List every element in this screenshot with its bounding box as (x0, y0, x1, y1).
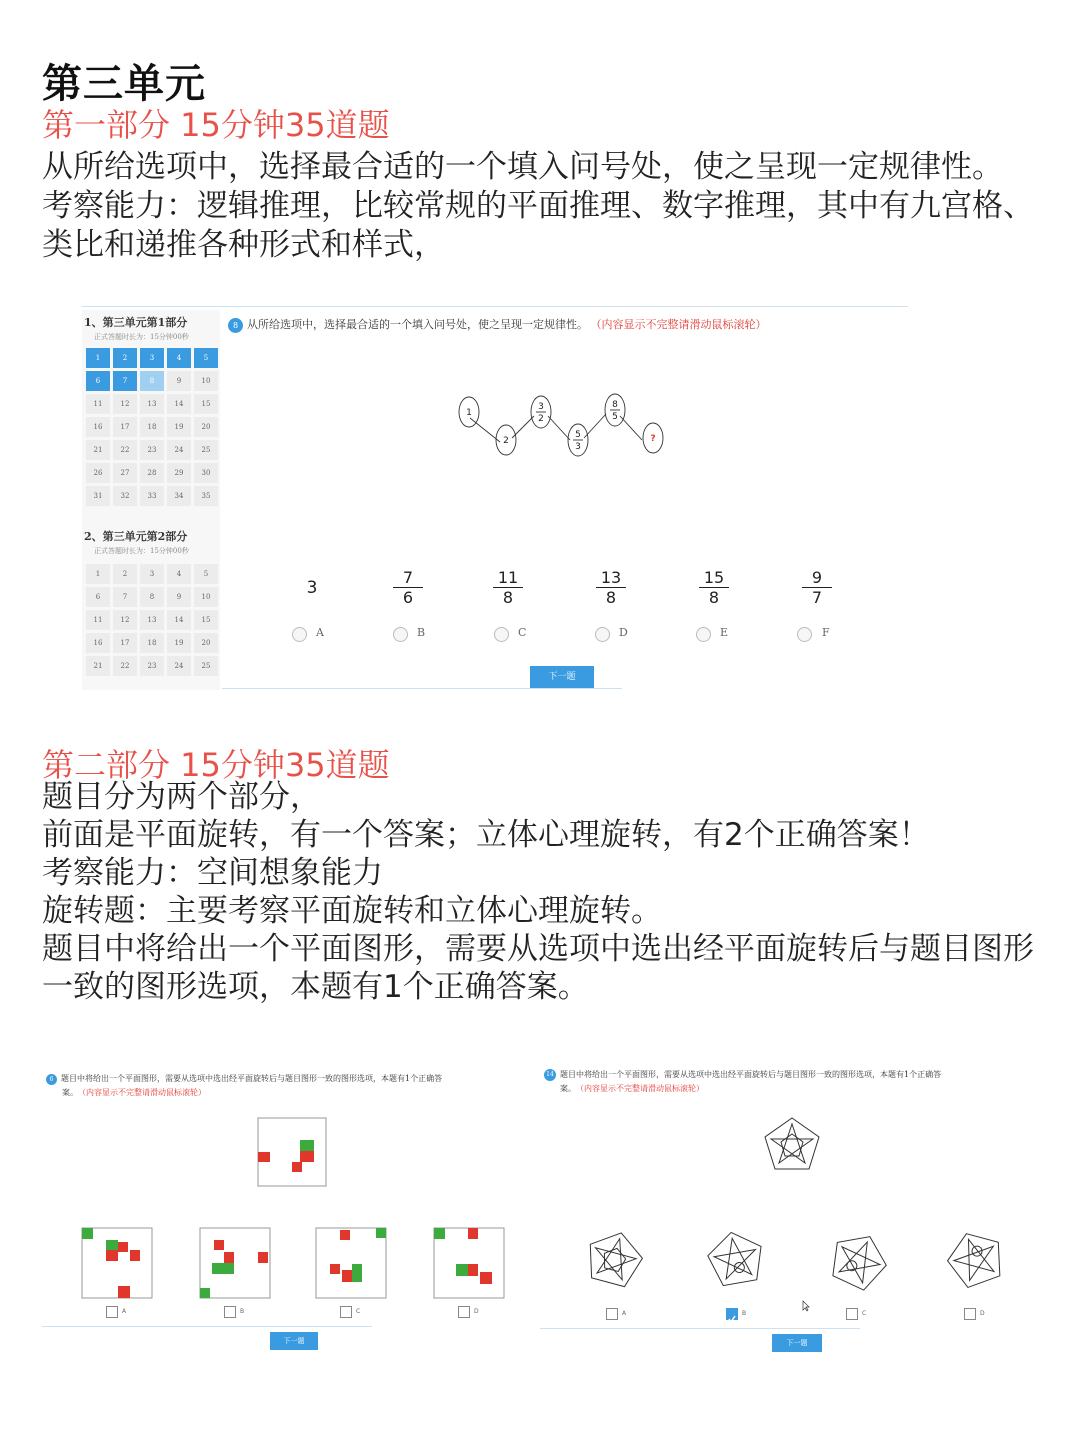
denominator: 7 (811, 588, 823, 607)
question-cell[interactable]: 22 (113, 440, 137, 460)
question-cell[interactable]: 15 (194, 394, 218, 414)
question-grid-1 (86, 348, 218, 506)
denominator: 8 (708, 588, 720, 607)
numerator: 15 (699, 568, 729, 588)
radio-option-e[interactable] (696, 627, 711, 642)
screenshot-pentagon-rotation (540, 1060, 1040, 1356)
question-cell[interactable]: 11 (86, 394, 110, 414)
scroll-note: （内容显示不完整请滑动鼠标滚轮） (580, 1084, 704, 1093)
sequence-value: 1 (466, 408, 472, 418)
question-cell[interactable]: 20 (194, 417, 218, 437)
question-cell[interactable]: 5 (194, 348, 218, 368)
option-label: B (417, 626, 426, 639)
checkbox-option-c[interactable] (340, 1306, 352, 1318)
numerator: 13 (596, 568, 626, 588)
question-cell[interactable]: 14 (167, 610, 191, 630)
zigzag-line (470, 418, 500, 442)
question-cell[interactable]: 21 (86, 440, 110, 460)
question-cell[interactable]: 12 (113, 610, 137, 630)
question-cell[interactable]: 4 (167, 348, 191, 368)
option-b-value (393, 568, 423, 607)
checkbox-option-b-checked[interactable] (726, 1308, 738, 1320)
section1-duration: 正式答题时长为：15分钟00秒 (94, 333, 189, 341)
question-cell[interactable]: 23 (140, 440, 164, 460)
part2-line: 题目分为两个部分， (42, 779, 321, 815)
question-cell[interactable]: 32 (113, 486, 137, 506)
screenshot-square-rotation (42, 1064, 518, 1356)
option-b-figure (705, 1228, 767, 1288)
question-cell[interactable]: 30 (194, 463, 218, 483)
sequence-value: 8 (612, 400, 618, 410)
divider (42, 1326, 372, 1327)
option-c-value (493, 568, 523, 607)
sequence-figure (452, 392, 672, 464)
part1-line: 类比和递推各种形式和样式， (42, 227, 445, 263)
question-cell[interactable]: 3 (140, 348, 164, 368)
question-cell[interactable]: 19 (167, 417, 191, 437)
numerator: 11 (493, 568, 523, 588)
part2-heading: 第二部分 15分钟35道题 (42, 746, 390, 784)
question-cell[interactable]: 5 (194, 564, 218, 584)
checkmark-icon (727, 1314, 737, 1324)
question-cell[interactable]: 1 (86, 348, 110, 368)
numerator: 9 (802, 568, 832, 588)
option-label: C (518, 626, 527, 639)
checkbox-option-d[interactable] (458, 1306, 470, 1318)
question-cell[interactable]: 6 (86, 371, 110, 391)
section1-title: 1、第三单元第1部分 (84, 316, 188, 329)
question-text: 题目中将给出一个平面图形，需要从选项中选出经平面旋转后与题目图形一致的图形选项，本题有1个正确答 (61, 1074, 443, 1083)
denominator: 8 (605, 588, 617, 607)
question-cell[interactable]: 33 (140, 486, 164, 506)
question-cell[interactable]: 34 (167, 486, 191, 506)
option-label: E (720, 626, 729, 639)
option-d-figure (434, 1228, 504, 1298)
question-cell[interactable]: 9 (167, 587, 191, 607)
question-cell[interactable]: 9 (167, 371, 191, 391)
option-label: D (980, 1310, 985, 1317)
answer-sheet-sidebar (82, 310, 220, 690)
radio-option-a[interactable] (292, 627, 307, 642)
part2-line: 前面是平面旋转，有一个答案；立体心理旋转，有2个正确答案！ (42, 817, 930, 853)
checkbox-option-d[interactable] (964, 1308, 976, 1320)
question-mark: ? (650, 434, 656, 444)
question-figure (765, 1118, 819, 1169)
part2-line: 一致的图形选项，本题有1个正确答案。 (42, 969, 589, 1005)
question-cell[interactable]: 16 (86, 417, 110, 437)
question-cell[interactable]: 18 (140, 633, 164, 653)
part1-heading: 第一部分 15分钟35道题 (42, 106, 390, 144)
checkbox-option-c[interactable] (846, 1308, 858, 1320)
part2-line: 旋转题：主要考察平面旋转和立体心理旋转。 (42, 893, 662, 929)
question-number-badge: 8 (228, 318, 243, 333)
question-cell[interactable]: 8 (140, 587, 164, 607)
part1-line: 考察能力：逻辑推理，比较常规的平面推理、数字推理，其中有九宫格、 (42, 188, 1034, 224)
question-cell[interactable]: 24 (167, 656, 191, 676)
question-cell[interactable]: 26 (86, 463, 110, 483)
scroll-note: （内容显示不完整请滑动鼠标滚轮） (82, 1088, 206, 1097)
question-number-badge: 6 (46, 1074, 57, 1085)
section2-title: 2、第三单元第2部分 (84, 530, 188, 543)
question-cell[interactable]: 27 (113, 463, 137, 483)
option-label: D (619, 626, 628, 639)
option-c-figure (316, 1228, 386, 1298)
question-cell[interactable]: 25 (194, 440, 218, 460)
part1-description (42, 148, 1062, 265)
part2-line: 题目中将给出一个平面图形，需要从选项中选出经平面旋转后与题目图形 (42, 931, 1034, 967)
option-a-figure (82, 1228, 152, 1298)
question-cell[interactable]: 10 (194, 371, 218, 391)
checkbox-option-a[interactable] (106, 1306, 118, 1318)
option-label: C (356, 1308, 361, 1315)
question-cell[interactable]: 31 (86, 486, 110, 506)
option-a-value: 3 (306, 578, 318, 598)
radio-option-d[interactable] (595, 627, 610, 642)
question-cell[interactable]: 19 (167, 633, 191, 653)
question-cell[interactable]: 10 (194, 587, 218, 607)
question-cell[interactable]: 13 (140, 394, 164, 414)
sequence-value: 5 (575, 430, 581, 440)
checkbox-option-a[interactable] (606, 1308, 618, 1320)
question-cell[interactable]: 35 (194, 486, 218, 506)
option-f-value (802, 568, 832, 607)
option-label: B (742, 1310, 747, 1317)
question-cell[interactable]: 29 (167, 463, 191, 483)
option-label: A (122, 1308, 127, 1315)
question-grid-2 (86, 564, 218, 676)
radio-option-f[interactable] (797, 627, 812, 642)
question-cell[interactable]: 13 (140, 610, 164, 630)
next-question-button[interactable]: 下一题 (772, 1334, 822, 1352)
question-cell[interactable]: 2 (113, 348, 137, 368)
radio-option-c[interactable] (494, 627, 509, 642)
option-d-value (596, 568, 626, 607)
radio-option-b[interactable] (393, 627, 408, 642)
next-question-button[interactable]: 下一题 (270, 1332, 318, 1350)
next-question-button[interactable]: 下一题 (530, 666, 594, 688)
divider (82, 306, 908, 307)
question-cell[interactable]: 21 (86, 656, 110, 676)
question-cell[interactable]: 24 (167, 440, 191, 460)
question-cell[interactable]: 1 (86, 564, 110, 584)
option-label: B (240, 1308, 245, 1315)
question-header (228, 316, 767, 333)
question-cell[interactable]: 17 (113, 417, 137, 437)
sequence-value: 2 (503, 436, 509, 446)
question-cell[interactable]: 2 (113, 564, 137, 584)
numerator: 7 (393, 568, 423, 588)
question-cell[interactable]: 6 (86, 587, 110, 607)
question-cell[interactable]: 25 (194, 656, 218, 676)
section2-duration: 正式答题时长为：15分钟00秒 (94, 547, 189, 555)
question-text: 从所给选项中，选择最合适的一个填入问号处，使之呈现一定规律性。 (247, 318, 588, 331)
answer-options (282, 568, 902, 648)
question-cell[interactable]: 8 (140, 371, 164, 391)
divider (540, 1328, 860, 1329)
part2-description (42, 778, 1062, 1006)
option-label: C (862, 1310, 867, 1317)
question-cell[interactable]: 23 (140, 656, 164, 676)
option-b-figure (200, 1228, 270, 1298)
part1-line: 从所给选项中，选择最合适的一个填入问号处，使之呈现一定规律性。 (42, 149, 1003, 185)
question-number-badge: 14 (544, 1069, 556, 1081)
option-label: A (622, 1310, 627, 1317)
option-label: A (316, 626, 324, 639)
part2-line: 考察能力：空间想象能力 (42, 855, 383, 891)
sequence-value: 3 (538, 402, 544, 412)
option-a-figure (582, 1226, 647, 1289)
question-cell[interactable]: 28 (140, 463, 164, 483)
cursor-icon (802, 1300, 812, 1312)
question-figure (258, 1118, 326, 1186)
option-label: F (822, 626, 830, 639)
zigzag-line (548, 416, 570, 440)
question-cell[interactable]: 7 (113, 587, 137, 607)
sequence-value: 3 (575, 442, 581, 452)
screenshot-number-sequence (82, 306, 908, 692)
question-cell[interactable]: 22 (113, 656, 137, 676)
option-c-figure (824, 1225, 894, 1294)
denominator: 8 (502, 588, 514, 607)
option-label: D (474, 1308, 479, 1315)
question-cell[interactable]: 17 (113, 633, 137, 653)
question-text: 案。 (560, 1084, 576, 1093)
question-cell[interactable]: 3 (140, 564, 164, 584)
question-cell[interactable]: 12 (113, 394, 137, 414)
question-cell[interactable]: 15 (194, 610, 218, 630)
option-e-value (699, 568, 729, 607)
checkbox-option-b[interactable] (224, 1306, 236, 1318)
unit-title: 第三单元 (42, 61, 206, 107)
question-text: 题目中将给出一个平面图形，需要从选项中选出经平面旋转后与题目图形一致的图形选项，本题有1个正确答 (560, 1070, 942, 1079)
sequence-value: 2 (538, 414, 544, 424)
question-cell[interactable]: 18 (140, 417, 164, 437)
question-cell[interactable]: 11 (86, 610, 110, 630)
scroll-note: （内容显示不完整请滑动鼠标滚轮） (596, 318, 767, 331)
question-cell[interactable]: 16 (86, 633, 110, 653)
question-cell[interactable]: 20 (194, 633, 218, 653)
denominator: 6 (402, 588, 414, 607)
question-cell[interactable]: 4 (167, 564, 191, 584)
sequence-value: 5 (612, 412, 618, 422)
question-cell[interactable]: 7 (113, 371, 137, 391)
divider (222, 688, 622, 689)
question-cell[interactable]: 14 (167, 394, 191, 414)
question-text: 案。 (62, 1088, 78, 1097)
option-d-figure (941, 1224, 1009, 1290)
